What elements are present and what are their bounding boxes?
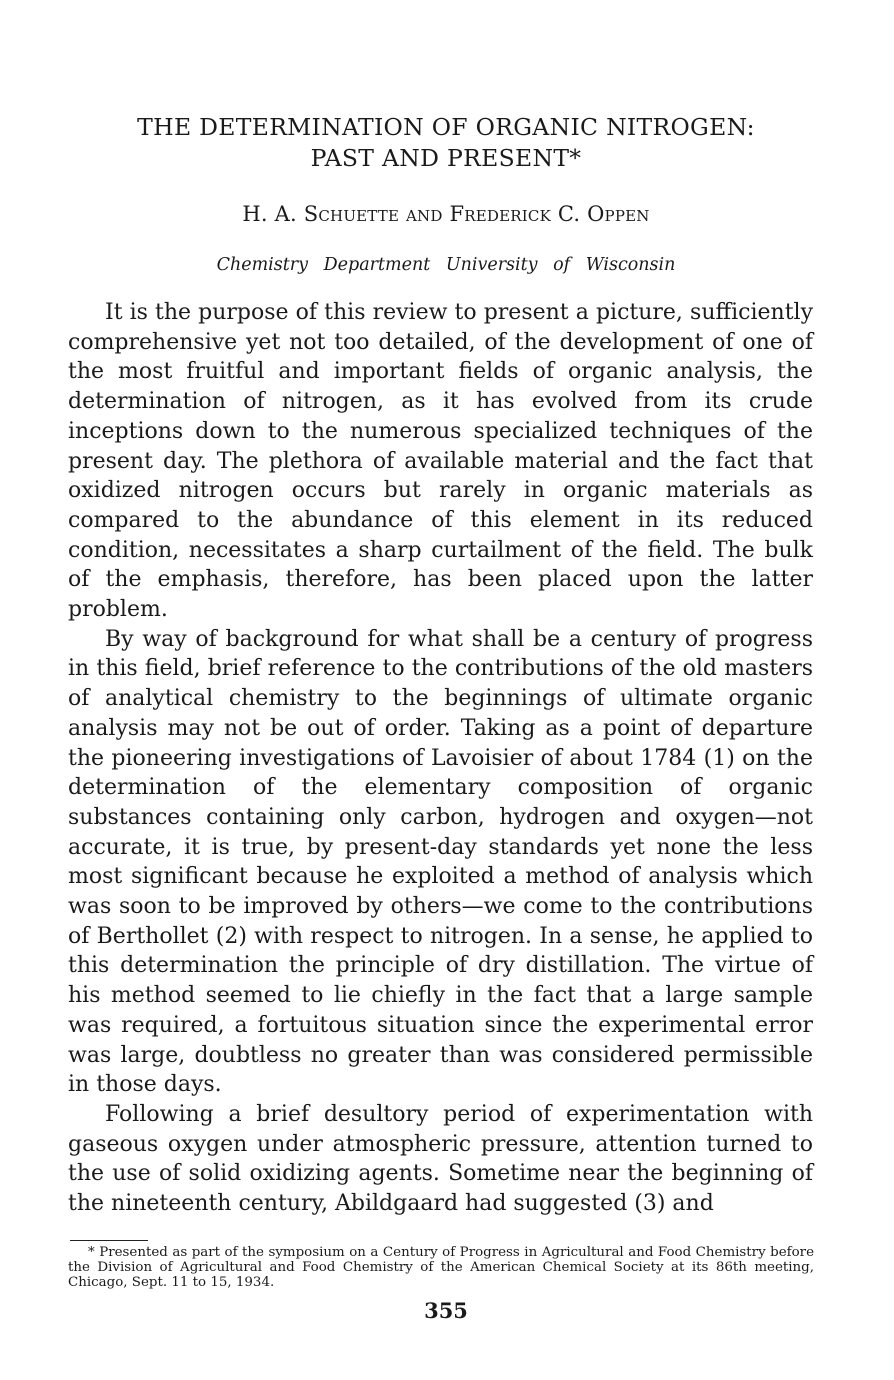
footnote-divider <box>70 1240 148 1241</box>
article-title <box>70 112 822 174</box>
article-body <box>68 298 813 1219</box>
body-paragraph-3: Following a brief desultory period of experimentation with gaseous oxygen under atmospheric pressure, attention turned to the use of solid oxidizing agents. Sometime near the beginning of the nineteenth century, Abildgaard had suggested (3) and <box>68 1101 813 1217</box>
body-paragraph-1: It is the purpose of this review to present a picture, sufficiently comprehensive yet not too detailed, of the development of one of the most fruitful and important fields of organic analysis, the determination of nitrogen, as it has evolved from its crude inceptions down to the numerous specialized techniques of the present day. The plethora of available material and the fact that oxidized nitrogen occurs but rarely in organic materials as compared to the abundance of this element in its reduced condition, necessitates a sharp curtailment of the field. The bulk of the emphasis, therefore, has been placed upon the latter problem. <box>68 300 813 623</box>
footnote-text: * Presented as part of the symposium on a Century of Progress in Agricultural and Food Chemistry before the Division of Agricultural and Food Chemistry of the American Chemical Society at its 86th meeting, Chicago, Sept. 11 to 15, 1934. <box>68 1245 814 1290</box>
article-title-line-2: PAST AND PRESENT* <box>310 144 582 172</box>
affiliation: Chemistry Department University of Wisconsin <box>216 255 676 275</box>
article-title-line-1: THE DETERMINATION OF ORGANIC NITROGEN: <box>137 113 755 141</box>
author-names: H. A. Schuette and Frederick C. Oppen <box>242 202 650 226</box>
author-line <box>70 200 822 228</box>
page-number: 355 <box>424 1298 468 1323</box>
footnote <box>68 1245 814 1290</box>
body-paragraph-2: By way of background for what shall be a century of progress in this field, brief reference to the contributions of the old masters of analytical chemistry to the beginnings of ultimate organic analysis may not be out of order. Taking as a point of departure the pioneering investigations of Lavoisier of about 1784 (1) on the determination of the elementary composition of organic substances containing only carbon, hydrogen and oxygen—not accurate, it is true, by present-day standards yet none the less most significant because he exploited a method of analysis which was soon to be improved by others—we come to the contributions of Berthollet (2) with respect to nitrogen. In a sense, he applied to this determination the principle of dry distillation. The virtue of his method seemed to lie chiefly in the fact that a large sample was required, a fortuitous situation since the experimental error was large, doubtless no greater than was considered permissible in those days. <box>68 626 813 1098</box>
